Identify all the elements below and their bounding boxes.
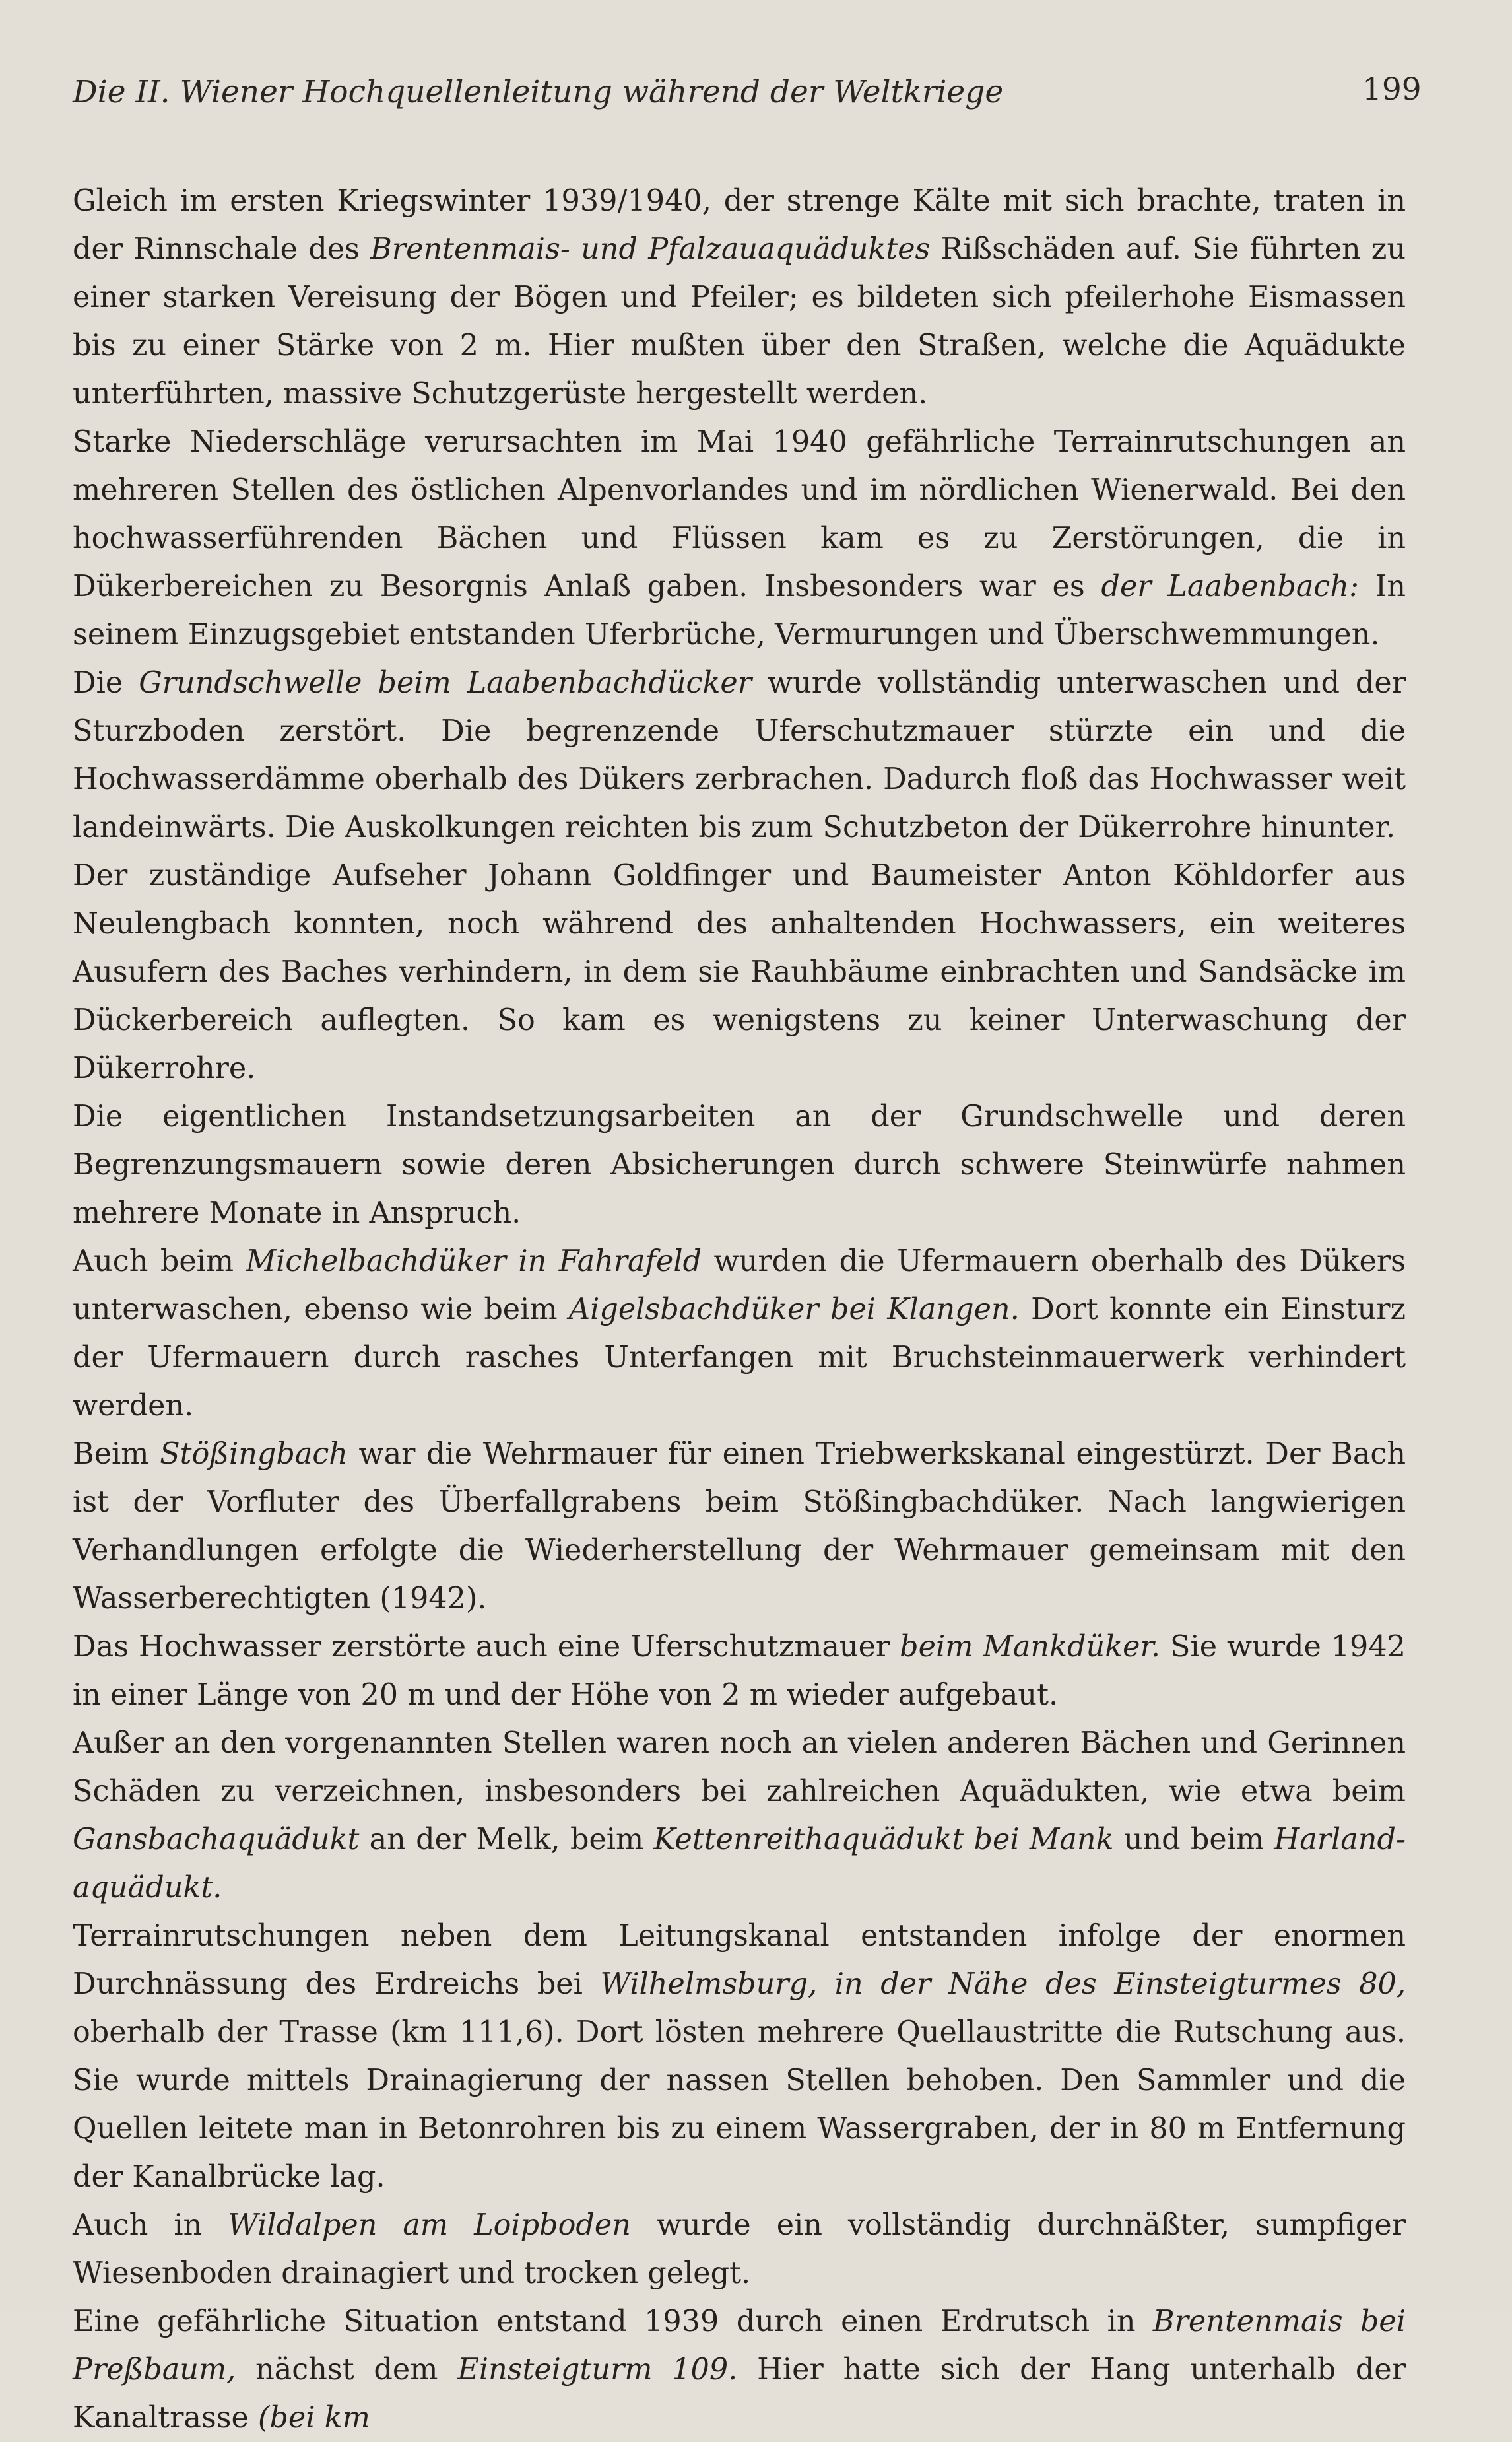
paragraph [73,418,1406,659]
italic-run: beim Mankdüker. [900,1630,1161,1664]
text-run: und beim [1113,1823,1274,1856]
italic-run: Brentenmais bei Preßbaum, [73,2305,1406,2387]
paragraph [73,177,1406,418]
text-run: Auch in [73,2208,228,2242]
text-run: Das Hochwasser zerstörte auch eine Uferschutzmauer [73,1630,900,1664]
italic-run: Gansbachaquädukt [73,1823,360,1856]
text-run: oberhalb der Trasse (km 111,6). Dort lösten mehrere Quellaustritte die Rutschung aus. Sie wurde mittels Drainagierung der nassen Stellen behoben. Den Sammler und die Quellen leitete man in Betonrohren bis zu einem Wassergraben, der in 80 m Entfernung der Kanalbrücke lag. [73,2016,1406,2194]
text-run: wurde ein vollständig durchnäßter, sumpfiger Wiesenboden drainagiert und trocken gelegt. [73,2208,1406,2290]
text-run: Die [73,666,139,700]
text-run: Die eigentlichen Instandsetzungsarbeiten an der Grundschwelle und deren Begrenzungsmauern sowie deren Absicherungen durch schwere Steinwürfe nahmen mehrere Monate in Anspruch. [73,1100,1406,1230]
text-run: Beim [73,1437,160,1471]
page-number: 199 [1362,71,1422,108]
body-text [73,177,1406,2442]
running-title: Die II. Wiener Hochquellenleitung während der Weltkriege [73,74,1004,110]
text-run: Der zuständige Aufseher Johann Goldfinger und Baumeister Anton Köhldorfer aus Neulengbach konnten, noch während des anhaltenden Hochwassers, ein weiteres Ausufern des Baches verhindern, in dem sie Rauhbäume einbrachten und Sandsäcke im Dückerbereich auflegten. So kam es wenigstens zu keiner Unterwaschung der Dükerrohre. [73,859,1406,1085]
text-run: Gleich im ersten Kriegswinter 1939/1940, der strenge Kälte mit sich brachte, traten in der Rinnschale des [73,184,1406,266]
paragraph [73,2297,1406,2442]
text-run: wurde vollständig unterwaschen und der Sturzboden zerstört. Die begrenzende Uferschutzmauer stürzte ein und die Hochwasserdämme oberhalb des Dükers zerbrachen. Dadurch floß das Hochwasser weit landeinwärts. Die Auskolkungen reichten bis zum Schutzbeton der Dükerrohre hinunter. [73,666,1406,844]
text-run: Hier hatte sich der Hang unterhalb der Kanaltrasse [73,2353,1406,2435]
italic-run: Brentenmais- und Pfalzauaquäduktes [370,232,931,266]
text-run: In seinem Einzugsgebiet entstanden Uferbrüche, Vermurungen und Überschwemmungen. [73,570,1406,652]
italic-run: Wilhelmsburg, in der Nähe des Einsteigturmes 80, [600,1967,1406,2001]
paragraph [73,1719,1406,1912]
text-run: Sie wurde 1942 in einer Länge von 20 m und der Höhe von 2 m wieder aufgebaut. [73,1630,1406,1712]
text-run: Starke Niederschläge verursachten im Mai 1940 gefährliche Terrainrutschungen an mehreren Stellen des östlichen Alpenvorlandes und im nördlichen Wienerwald. Bei den hochwasserführenden Bächen und Flüssen kam es zu Zerstörungen, die in Dükerbereichen zu Besorgnis Anlaß gaben. Insbesonders war es [73,425,1406,603]
paragraph [73,1237,1406,1430]
italic-run: Michelbachdüker in Fahrafeld [246,1244,702,1278]
italic-run: Harlandaquädukt. [73,1823,1406,1905]
text-run: Rißschäden auf. Sie führten zu einer starken Vereisung der Bögen und Pfeiler; es bildeten sich pfeilerhohe Eismassen bis zu einer Stärke von 2 m. Hier mußten über den Straßen, welche die Aquädukte unterführten, massive Schutzgerüste hergestellt werden. [73,232,1406,411]
text-run: Dort konnte ein Einsturz der Ufermauern durch rasches Unterfangen mit Bruchsteinmauerwerk verhindert werden. [73,1293,1406,1423]
text-run: Außer an den vorgenannten Stellen waren noch an vielen anderen Bächen und Gerinnen Schäden zu verzeichnen, insbesonders bei zahlreichen Aquädukten, wie etwa beim [73,1726,1406,1808]
paragraph [73,852,1406,1093]
text-run: nächst dem [236,2353,458,2387]
text-run: an der Melk, beim [359,1823,654,1856]
paragraph [73,2201,1406,2297]
text-run: Auch beim [73,1244,246,1278]
paragraph [73,1912,1406,2201]
italic-run: Wildalpen am Loipboden [228,2208,631,2242]
text-run: Eine gefährliche Situation entstand 1939 durch einen Erdrutsch in [73,2305,1153,2338]
italic-run: der Laabenbach: [1101,570,1360,603]
italic-run: Kettenreithaquädukt bei Mank [653,1823,1114,1856]
paragraph [73,659,1406,852]
text-run: wurden die Ufermauern oberhalb des Dükers unterwaschen, ebenso wie beim [73,1244,1406,1326]
paragraph [73,1093,1406,1237]
italic-run: Aigelsbachdüker bei Klangen. [568,1293,1020,1326]
text-run: war die Wehrmauer für einen Triebwerkskanal eingestürzt. Der Bach ist der Vorfluter des Überfallgrabens beim Stößingbachdüker. Nach langwierigen Verhandlungen erfolgte die Wiederherstellung der Wehrmauer gemeinsam mit den Wasserberechtigten (1942). [73,1437,1406,1615]
italic-run: Stößingbach [160,1437,348,1471]
text-run: Terrainrutschungen neben dem Leitungskanal entstanden infolge der enormen Durchnässung des Erdreichs bei [73,1919,1406,2001]
italic-run: (bei km [258,2401,370,2435]
italic-run: Grundschwelle beim Laabenbachdücker [139,666,752,700]
paragraph [73,1430,1406,1623]
paragraph [73,1623,1406,1719]
italic-run: Einsteigturm 109. [457,2353,738,2387]
